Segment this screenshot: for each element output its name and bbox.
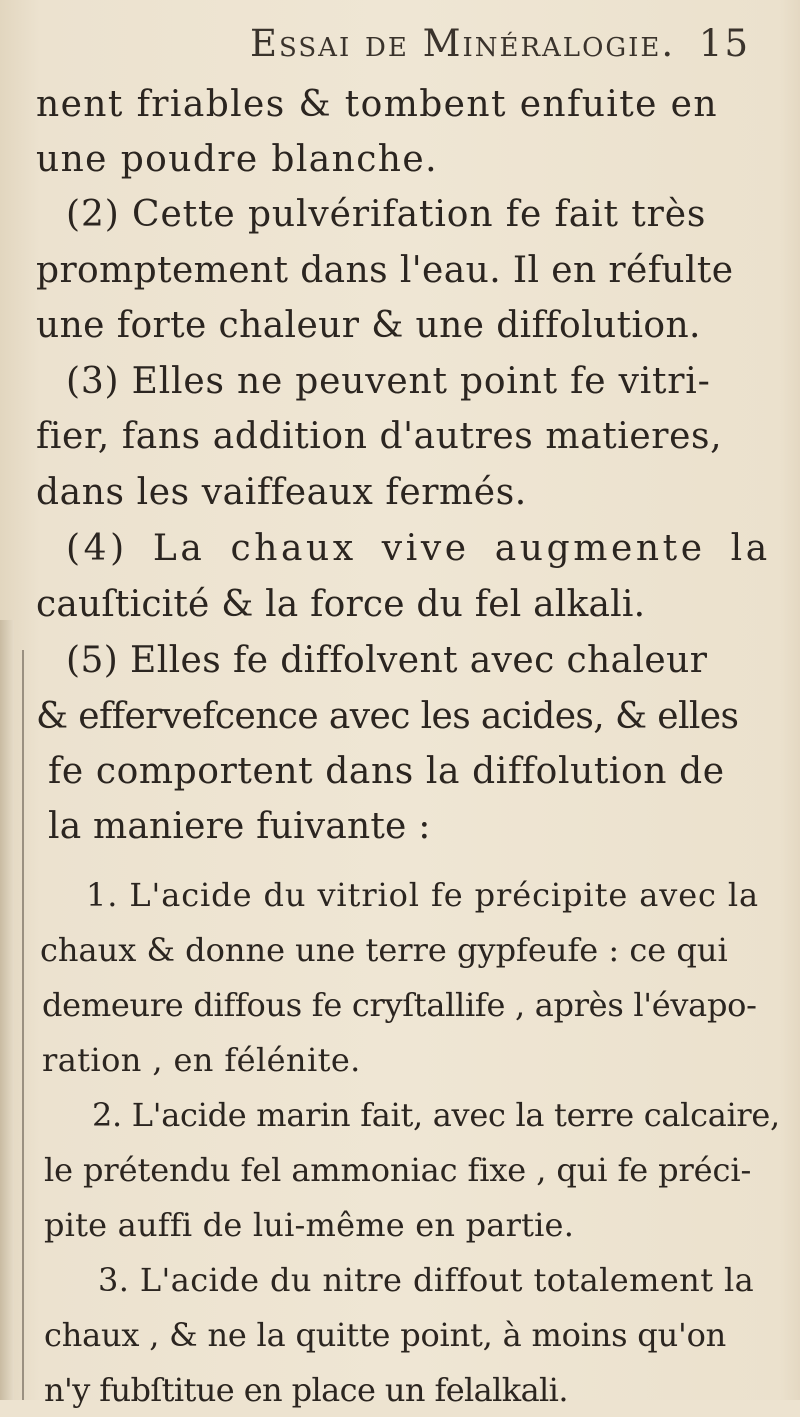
binding-shadow — [0, 620, 14, 1400]
text-line-small: le prétendu fel ammoniac fixe , qui fe préci- — [44, 1151, 752, 1189]
text-line: (4) La chaux vive augmente la — [66, 528, 771, 569]
text-line: nent friables & tombent enfuite en — [36, 84, 718, 125]
running-header — [250, 22, 750, 72]
text-line: une forte chaleur & une diffolution. — [36, 305, 701, 346]
text-line-small: chaux , & ne la quitte point, à moins qu'on — [44, 1316, 727, 1354]
text-line: une poudre blanche. — [36, 139, 438, 180]
text-line-small: 1. L'acide du vitriol fe précipite avec la — [86, 876, 760, 914]
text-line: (2) Cette pulvérifation fe fait très — [66, 194, 707, 235]
text-line-small: 2. L'acide marin fait, avec la terre calcaire, — [92, 1096, 780, 1134]
text-line: (3) Elles ne peuvent point fe vitri- — [66, 361, 711, 402]
text-line: cauſticité & la force du fel alkali. — [36, 584, 646, 625]
text-line-small: ration , en félénite. — [42, 1041, 361, 1079]
running-title: Essai de Minéralogie. — [250, 22, 676, 65]
text-line: promptement dans l'eau. Il en réfulte — [36, 250, 734, 291]
page-number: 15 — [698, 22, 750, 65]
text-line-small: chaux & donne une terre gypfeufe : ce qui — [40, 931, 728, 969]
text-line-small: demeure diffous fe cryſtallife , après l'évapo- — [42, 986, 757, 1024]
text-line-small: pite auffi de lui-même en partie. — [44, 1206, 575, 1244]
text-line-small: n'y fubſtitue en place un felalkali. — [44, 1371, 568, 1409]
text-line: fier, fans addition d'autres matieres, — [36, 416, 723, 457]
text-line: la maniere fuivante : — [48, 806, 431, 847]
text-line: dans les vaiffeaux fermés. — [36, 472, 527, 513]
page-edge-line — [22, 650, 24, 1400]
text-line: fe comportent dans la diffolution de — [48, 751, 725, 792]
text-line: (5) Elles fe diffolvent avec chaleur — [66, 640, 708, 681]
text-line-small: 3. L'acide du nitre diffout totalement la — [98, 1261, 755, 1299]
text-line: & effervefcence avec les acides, & elles — [36, 696, 739, 737]
